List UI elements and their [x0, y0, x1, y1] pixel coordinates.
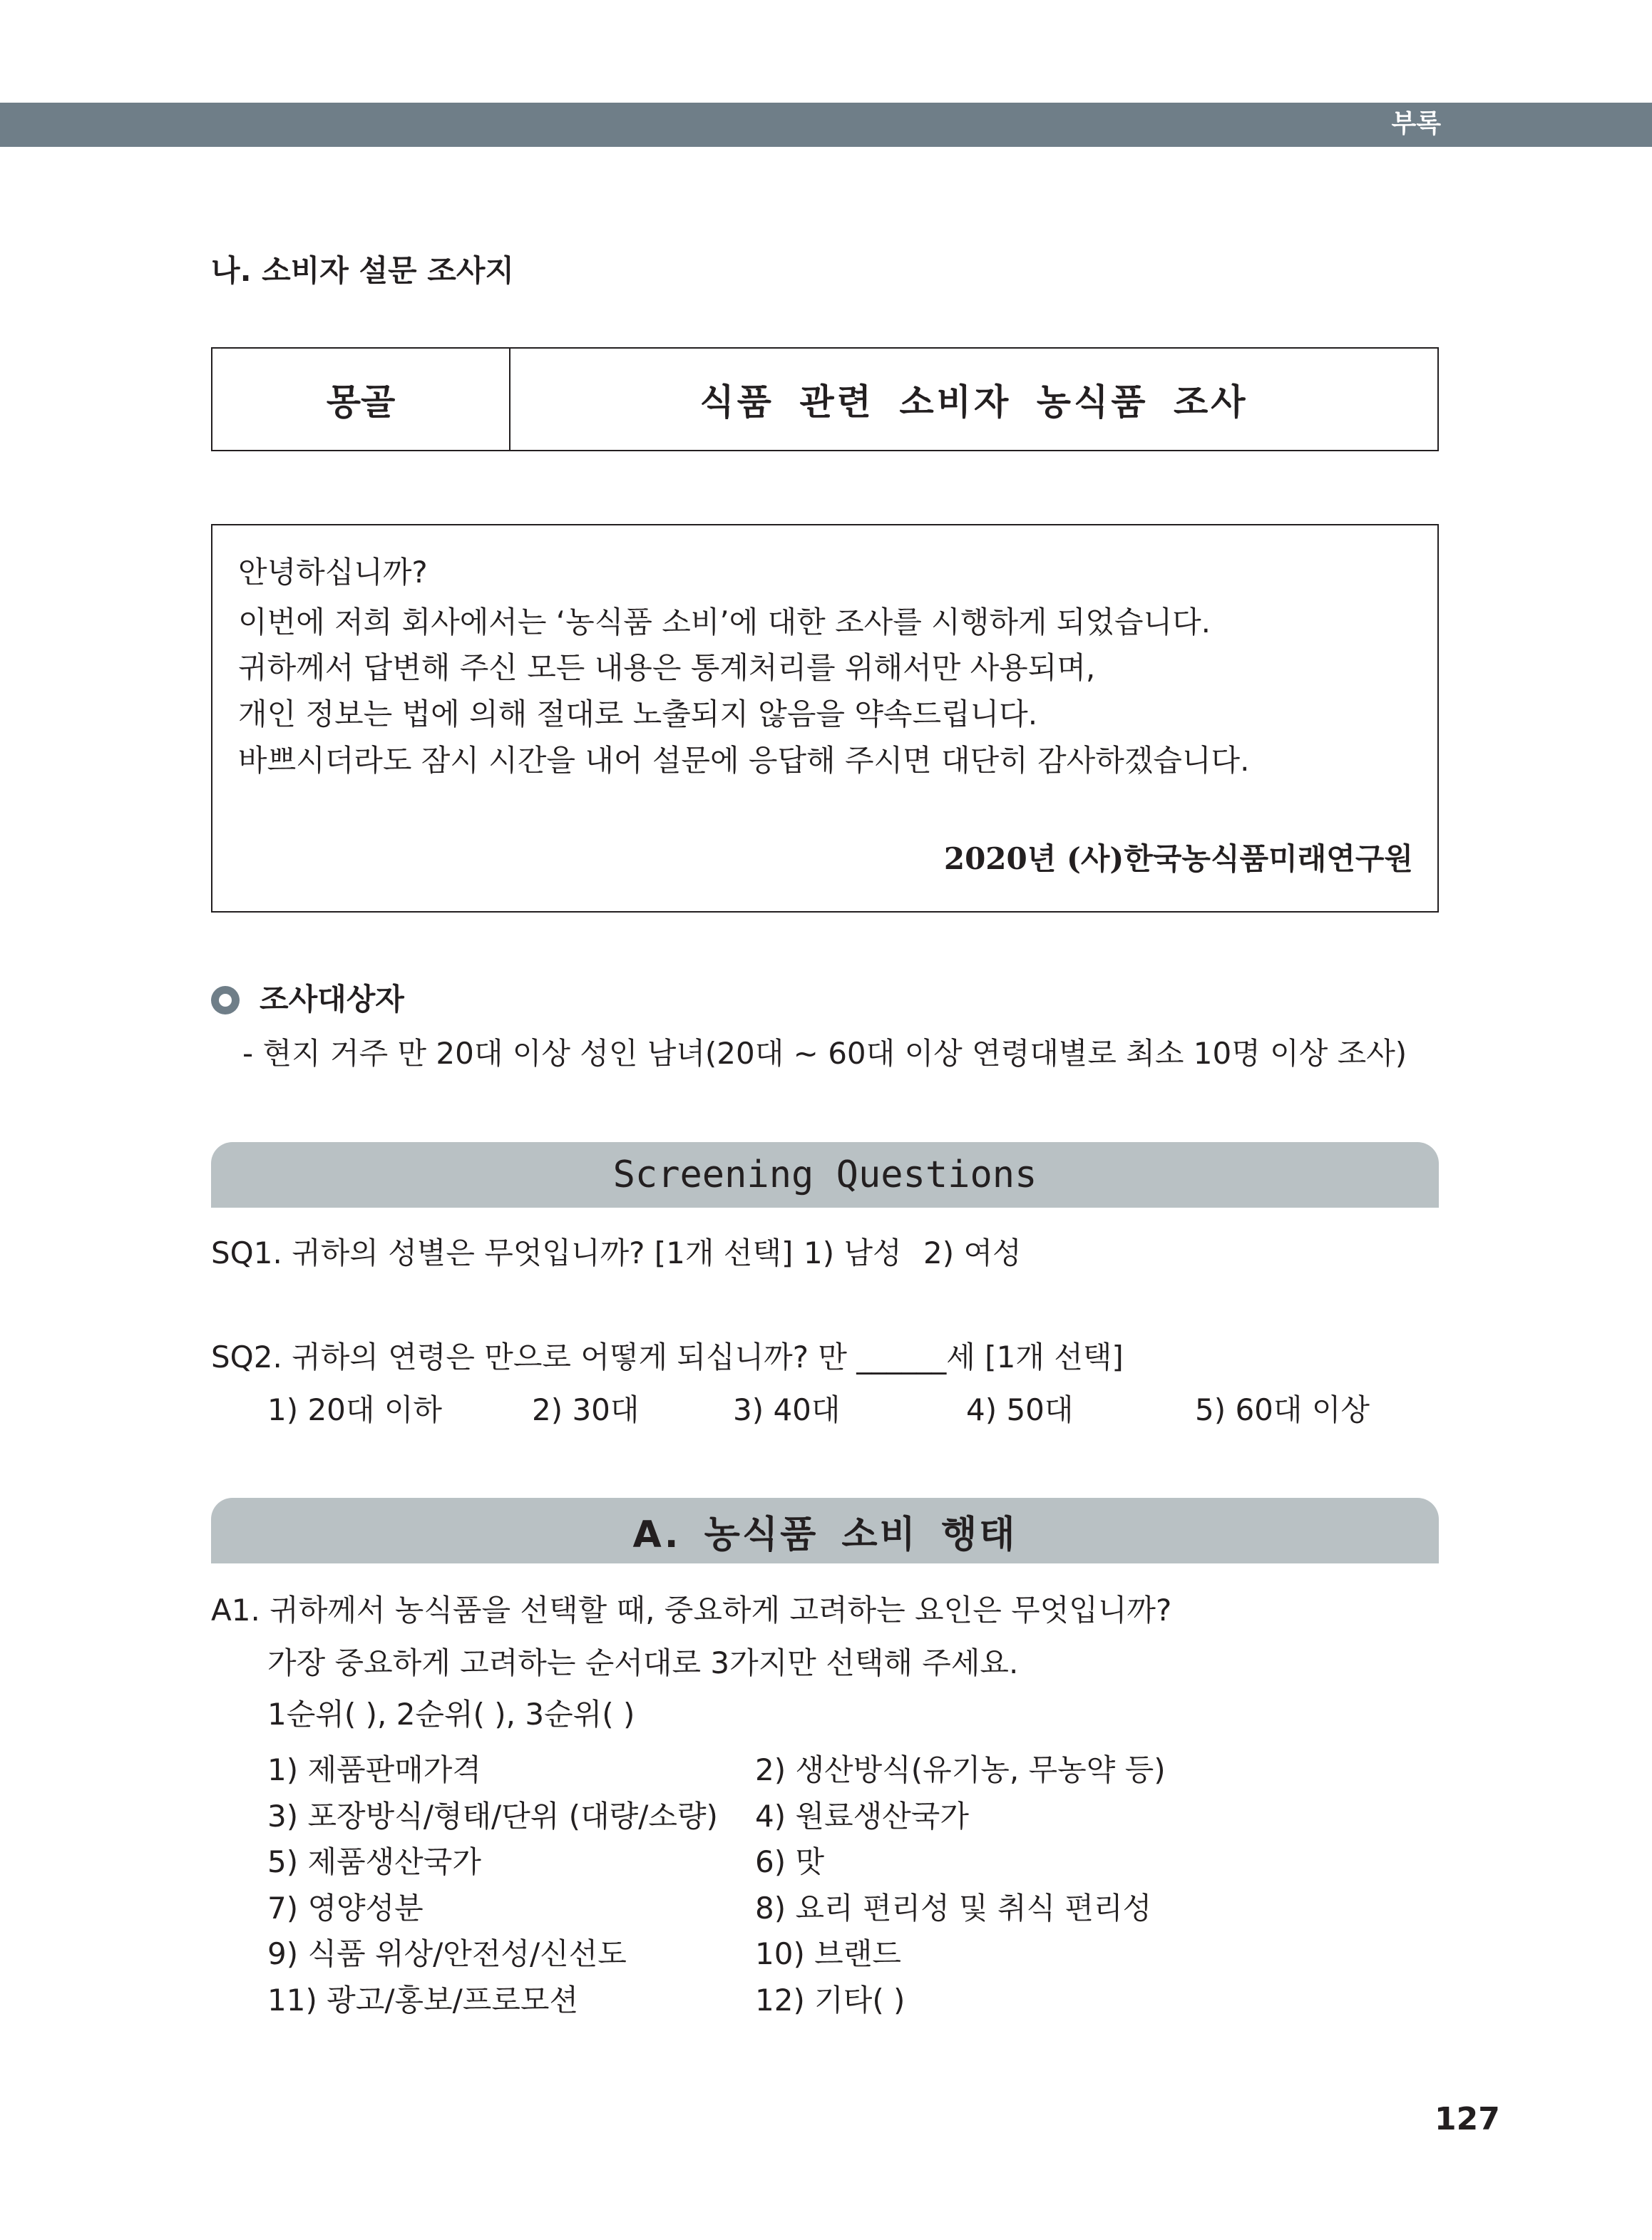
a1-option: 6) 맛: [755, 1844, 825, 1879]
header-label: 부록: [1391, 109, 1441, 138]
a1-instruction: 가장 중요하게 고려하는 순서대로 3가지만 선택해 주세요.: [267, 1645, 1019, 1680]
sq2-option: 2) 30대: [532, 1392, 640, 1427]
a1-rank-line: 1순위( ), 2순위( ), 3순위( ): [267, 1697, 635, 1732]
section-a-heading: A. 농식품 소비 행태: [211, 1498, 1439, 1563]
a1-option: 2) 생산방식(유기농, 무농약 등): [755, 1752, 1166, 1787]
survey-title-cell: 식품 관련 소비자 농식품 조사: [699, 381, 1248, 423]
intro-line: 바쁘시더라도 잠시 시간을 내어 설문에 응답해 주시면 대단히 감사하겠습니다.: [238, 743, 1250, 778]
section-title: 나. 소비자 설문 조사지: [211, 253, 514, 288]
intro-line: 이번에 저희 회사에서는 ‘농식품 소비’에 대한 조사를 시행하게 되었습니다.: [238, 605, 1211, 639]
a1-option: 7) 영양성분: [267, 1891, 424, 1926]
sq2-option: 1) 20대 이하: [267, 1392, 442, 1427]
a1-option: 5) 제품생산국가: [267, 1844, 481, 1879]
sq1-option: 1) 남성: [804, 1235, 902, 1270]
bullet-circle-icon: [211, 986, 240, 1014]
a1-option: 11) 광고/홍보/프로모션: [267, 1983, 579, 2018]
a1-option: 1) 제품판매가격: [267, 1752, 481, 1787]
a1-question: A1. 귀하께서 농식품을 선택할 때, 중요하게 고려하는 요인은 무엇입니까?: [211, 1593, 1172, 1628]
a1-option: 9) 식품 위상/안전성/신선도: [267, 1936, 627, 1971]
a1-option: 10) 브랜드: [755, 1936, 901, 1971]
sq2-option: 5) 60대 이상: [1195, 1392, 1370, 1427]
a1-option: 12) 기타( ): [755, 1983, 905, 2018]
a1-option: 3) 포장방식/형태/단위 (대량/소량): [267, 1799, 718, 1834]
sq1-question: SQ1. 귀하의 성별은 무엇입니까? [1개 선택]: [211, 1235, 794, 1270]
intro-line: 귀하께서 답변해 주신 모든 내용은 통계처리를 위해서만 사용되며,: [238, 650, 1096, 685]
intro-box: [211, 524, 1439, 913]
sq1-option: 2) 여성: [923, 1235, 1022, 1270]
title-table: [211, 347, 1439, 451]
a1-option: 8) 요리 편리성 및 취식 편리성: [755, 1891, 1152, 1926]
sq2-option: 4) 50대: [966, 1392, 1074, 1427]
sq2-question: SQ2. 귀하의 연령은 만으로 어떻게 되십니까? 만 ______세 [1개 선택]: [211, 1340, 1124, 1375]
intro-line: 개인 정보는 법에 의해 절대로 노출되지 않음을 약속드립니다.: [238, 697, 1038, 731]
screening-heading: Screening Questions: [211, 1142, 1439, 1208]
target-description: - 현지 거주 만 20대 이상 성인 남녀(20대 ~ 60대 이상 연령대별로 최소 10명 이상 조사): [242, 1036, 1407, 1071]
target-title: 조사대상자: [260, 982, 404, 1017]
country-cell: 몽골: [212, 349, 511, 450]
page-number: 127: [1435, 2101, 1500, 2137]
a1-option: 4) 원료생산국가: [755, 1799, 969, 1834]
sq2-option: 3) 40대: [733, 1392, 841, 1427]
intro-signature: 2020년 (사)한국농식품미래연구원: [943, 841, 1413, 876]
intro-line: 안녕하십니까?: [238, 555, 428, 590]
